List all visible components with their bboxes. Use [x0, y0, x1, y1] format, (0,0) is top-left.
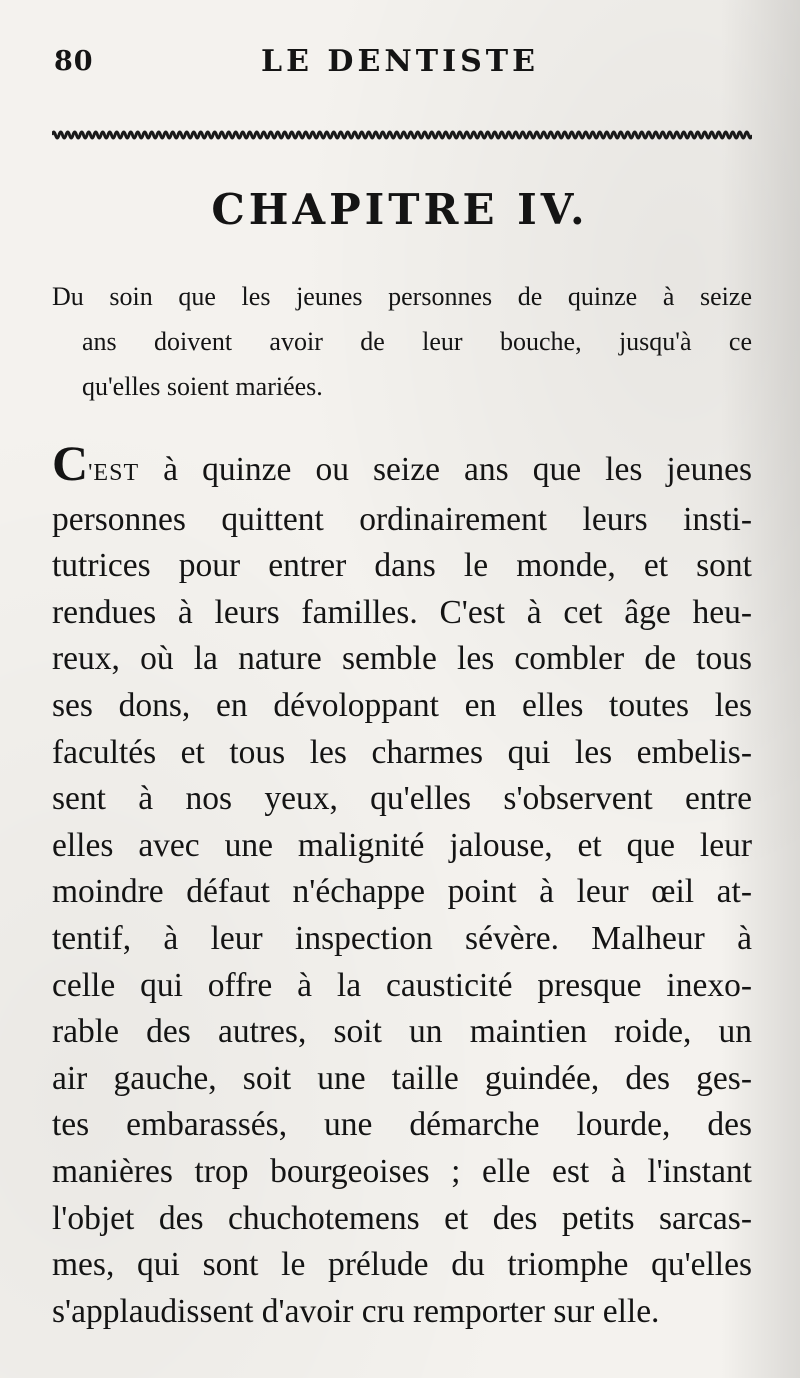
- page-number: 80: [54, 46, 94, 77]
- first-line-text: à quinze ou seize ans que les jeunes: [139, 451, 752, 488]
- summary-line: ans doivent avoir de leur bouche, jusqu'à ce: [82, 327, 752, 356]
- summary-line: qu'elles soient mariées.: [82, 372, 323, 401]
- ornamental-divider: [52, 128, 752, 142]
- body-line: manières trop bourgeoises ; elle est à l'instant: [52, 1152, 752, 1190]
- body-line: elles avec une malignité jalouse, et que leur: [52, 826, 752, 864]
- body-line: air gauche, soit une taille guindée, des ges-: [52, 1059, 752, 1097]
- body-line: tutrices pour entrer dans le monde, et sont: [52, 547, 752, 585]
- body-line: rable des autres, soit un maintien roide, un: [52, 1013, 752, 1051]
- body-line: reux, où la nature semble les combler de tous: [52, 640, 752, 678]
- body-first-line: [52, 435, 752, 497]
- body-line: sent à nos yeux, qu'elles s'observent entre: [52, 780, 752, 818]
- running-title: LE DENTISTE: [261, 44, 539, 79]
- drop-cap: C: [52, 435, 89, 491]
- body-line: tes embarassés, une démarche lourde, des: [52, 1106, 752, 1144]
- small-caps-word: 'EST: [88, 460, 140, 486]
- body-line: tentif, à leur inspection sévère. Malheur à: [52, 919, 752, 957]
- body-line: l'objet des chuchotemens et des petits sarcas-: [52, 1199, 752, 1237]
- body-line: celle qui offre à la causticité presque inexo-: [52, 966, 752, 1004]
- running-head: [50, 44, 750, 84]
- body-line: mes, qui sont le prélude du triomphe qu'elles: [52, 1246, 752, 1284]
- body-line: s'applaudissent d'avoir cru remporter sur elle.: [52, 1292, 660, 1330]
- body-text: [52, 435, 752, 1335]
- chapter-title: CHAPITRE IV.: [211, 185, 589, 234]
- body-line: personnes quittent ordinairement leurs insti-: [52, 500, 752, 538]
- summary-line: Du soin que les jeunes personnes de quinze à seize: [52, 282, 752, 311]
- chapter-summary: [52, 274, 752, 409]
- body-line: ses dons, en dévoloppant en elles toutes les: [52, 686, 752, 724]
- body-line: facultés et tous les charmes qui les embelis-: [52, 733, 752, 771]
- body-line: moindre défaut n'échappe point à leur œil at-: [52, 873, 752, 911]
- body-line: rendues à leurs familles. C'est à cet âge heu-: [52, 593, 752, 631]
